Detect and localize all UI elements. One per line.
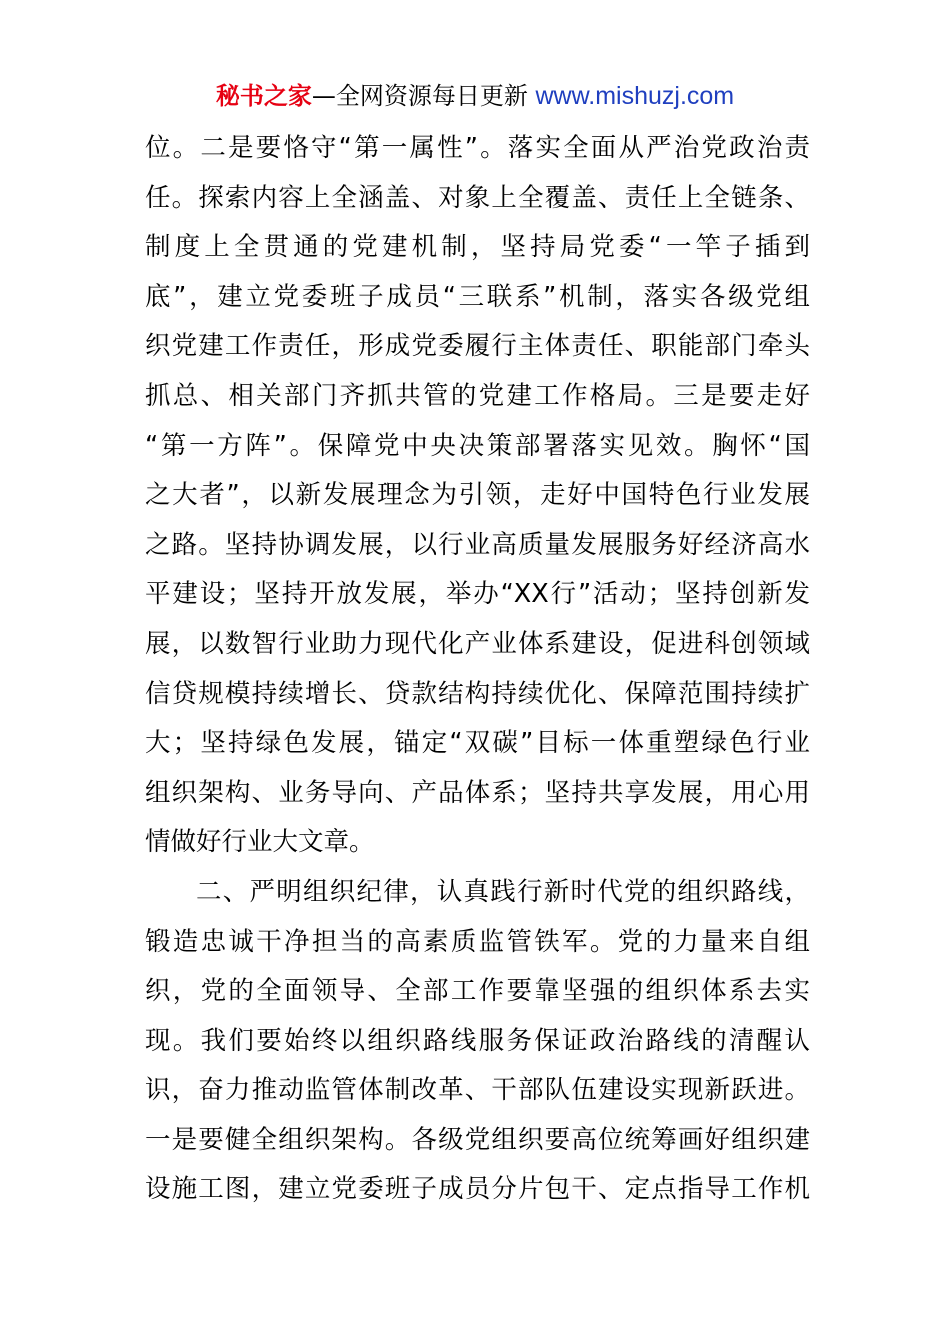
text-line: 设施工图，建立党委班子成员分片包干、定点指导工作机 (145, 1174, 810, 1205)
text-line: 之路。坚持协调发展，以行业高质量发展服务好经济高水 (145, 529, 810, 560)
text-line: 织党建工作责任，形成党委履行主体责任、职能部门牵头 (145, 331, 810, 362)
text-line: 展，以数智行业助力现代化产业体系建设，促进科创领域 (145, 628, 810, 659)
text-line: 大；坚持绿色发展，锚定“双碳”目标一体重塑绿色行业 (145, 728, 810, 759)
text-line: 任。探索内容上全涵盖、对象上全覆盖、责任上全链条、 (145, 182, 810, 213)
text-line: 一是要健全组织架构。各级党组织要高位统筹画好组织建 (145, 1124, 810, 1155)
text-line: 二、严明组织纪律，认真践行新时代党的组织路线， (196, 876, 810, 907)
paragraph-1 (145, 124, 810, 868)
text-line: “第一方阵”。保障党中央决策部署落实见效。胸怀“国 (145, 430, 810, 461)
text-line: 现。我们要始终以组织路线服务保证政治路线的清醒认 (145, 1025, 810, 1056)
text-line: 组织架构、业务导向、产品体系；坚持共享发展，用心用 (145, 777, 810, 808)
text-line: 信贷规模持续增长、贷款结构持续优化、保障范围持续扩 (145, 678, 810, 709)
paragraph-2 (145, 868, 810, 1215)
text-line: 之大者”，以新发展理念为引领，走好中国特色行业发展 (145, 480, 810, 511)
site-url[interactable]: www.mishuzj.com (535, 82, 735, 110)
text-line: 识，奋力推动监管体制改革、干部队伍建设实现新跃进。 (145, 1075, 810, 1106)
site-brand: 秘书之家 (215, 82, 312, 110)
text-line: 情做好行业大文章。 (145, 827, 375, 858)
site-header (0, 80, 950, 112)
text-line: 位。二是要恪守“第一属性”。落实全面从严治党政治责 (145, 133, 810, 163)
text-line: 制度上全贯通的党建机制，坚持局党委“一竿子插到 (145, 232, 810, 263)
text-line: 底”，建立党委班子成员“三联系”机制，落实各级党组 (145, 281, 810, 312)
text-line: 锻造忠诚干净担当的高素质监管铁军。党的力量来自组 (145, 926, 810, 957)
document-body (145, 124, 810, 1215)
text-line: 平建设；坚持开放发展，举办“XX行”活动；坚持创新发 (145, 579, 810, 610)
text-line: 抓总、相关部门齐抓共管的党建工作格局。三是要走好 (145, 380, 810, 411)
site-tagline: —全网资源每日更新 (311, 82, 536, 110)
text-line: 织，党的全面领导、全部工作要靠坚强的组织体系去实 (145, 976, 810, 1007)
